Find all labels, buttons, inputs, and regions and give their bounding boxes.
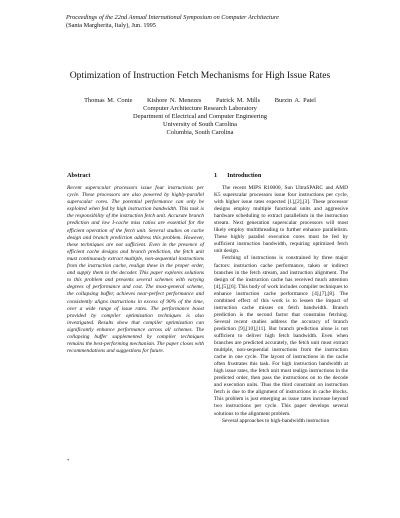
intro-paragraph: Several approaches to high-bandwidth instruction: [222, 417, 330, 424]
section-title: Introduction: [227, 172, 262, 179]
affiliation-line: Department of Electrical and Computer Engineering: [133, 113, 267, 120]
author-name: Thomas M. Conte: [84, 97, 133, 104]
paper-title: Optimization of Instruction Fetch Mechanisms for High Issue Rates: [69, 70, 331, 81]
intro-heading: [214, 172, 261, 180]
section-number: 1: [214, 172, 218, 179]
proceedings-venue: (Santa Margherita, Italy), Jun. 1995: [66, 21, 156, 29]
author-name: Kishore N. Menezes: [147, 97, 202, 104]
intro-paragraph: The recent MIPS R10000, Sun UltraSPARC and AMD K5 superscalar processors issue four instructions per cycle, with higher issue rates expected [1],[2],[3]. These processor designs employ multiple functional units and aggressive hardware scheduling to extract parallelism in the instruction stream. Next generation superscalar processors will most likely employ multithreading to further enhance parallelism. These highly parallel execution cores must be fed by sufficient instruction bandwidth, requiring optimized fetch unit design.: [214, 185, 348, 255]
affiliation-line: University of South Carolina: [162, 121, 238, 128]
footnote-marker: *: [67, 458, 70, 463]
author-name: Patrick M. Mills: [216, 97, 261, 104]
intro-body: [214, 185, 348, 425]
intro-paragraph: Fetching of instructions is constrained by three major factors: instruction cache performance, taken or indirect branches in the fetch stream, and instruction alignment. The design of the instruction cache has received much attention [4],[5],[6]. This body of work includes compiler techniques to enhance instruction cache performance [4],[7],[8]. The combined effect of this work is to lessen the impact of instruction cache misses on fetch bandwidth. Branch prediction is the second factor that constrains fetching. Several recent studies address the accuracy of branch prediction [9],[10],[11]. But branch prediction alone is not sufficient to deliver high fetch bandwidth. Even when branches are predicted accurately, the fetch unit must extract multiple, non-sequential instructions from the instruction cache in one cycle. The layout of instructions in the cache often frustrates this task. For high instruction bandwidth at high issue rates, the fetch unit must realign instructions in the predicted order, then pass the instructions on to the decode and execution units. Thus the third constraint on instruction fetch is due to the alignment of instructions in cache blocks. This problem is just emerging as issue rates increase beyond two instructions per cycle. This paper develops several solutions to the alignment problem.: [214, 255, 348, 417]
abstract-body: Recent superscalar processors issue four instructions per cycle. These processors are also powered by highly-parallel superscalar cores. The potential performance can only be exploited when fed by high instruction bandwidth. This task is the responsibility of the instruction fetch unit. Accurate branch prediction and low I-cache miss ratios are essential for the efficient operation of the fetch unit. Several studies on cache design and branch prediction address this problem. However, these techniques are not sufficient. Even in the presence of efficient cache designs and branch prediction, the fetch unit must continuously extract multiple, non-sequential instructions from the instruction cache, realign these in the proper order, and supply them to the decoder. This paper explores solutions to this problem and presents several schemes with varying degrees of performance and cost. The most-general scheme, the collapsing buffer, achieves near-perfect performance and consistently aligns instructions in excess of 90% of the time, over a wide range of issue rates. The performance boost provided by compiler optimization techniques is also investigated. Results show that compiler optimization can significantly enhance performance across all schemes. The collapsing buffer supplemented by compiler techniques remains the best-performing mechanism. The paper closes with recommendations and suggestions for future.: [67, 185, 204, 355]
author-name: Burzin A. Patel: [274, 97, 316, 104]
abstract-heading: Abstract: [67, 172, 91, 179]
proceedings-line: Proceedings of the 22nd Annual International Symposium on Computer Architecture: [66, 14, 279, 21]
author-block: [20, 97, 380, 137]
affiliation-line: Columbia, South Carolina: [166, 129, 234, 136]
author-names: [20, 97, 380, 105]
affiliation-line: Computer Architecture Research Laboratory: [143, 105, 257, 112]
proceedings-header: [66, 14, 366, 29]
